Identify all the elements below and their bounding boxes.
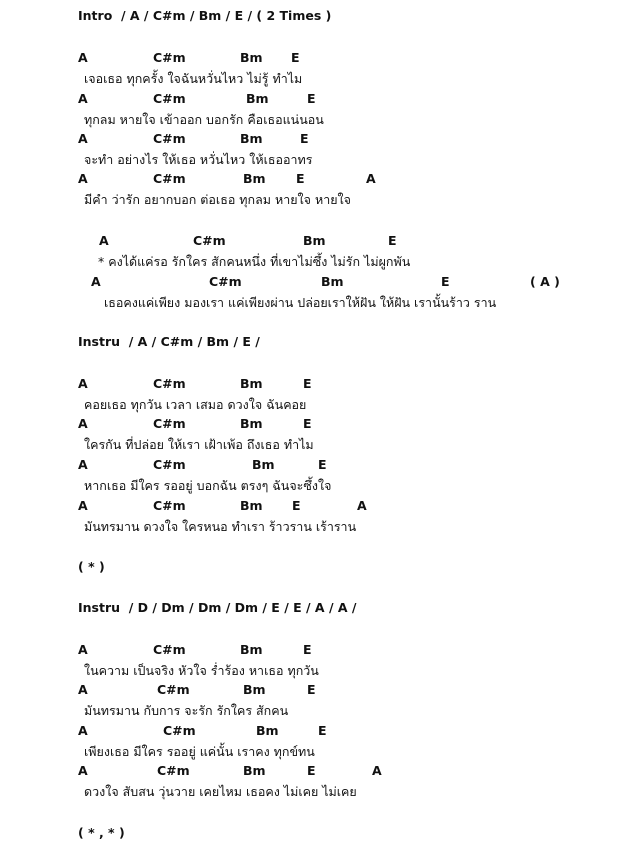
- chord: E: [303, 416, 312, 431]
- chord: A: [78, 131, 88, 146]
- chord: C#m: [153, 131, 186, 146]
- chord: C#m: [193, 233, 226, 248]
- chord: A: [78, 498, 88, 513]
- lyric-line: * คงได้แค่รอ รักใคร สักคนหนึ่ง ที่เขาไม่ซึ้ง ไม่รัก ไม่ผูกพัน: [98, 254, 411, 269]
- lyric-line: มันทรมาน ดวงใจ ใครหนอ ทำเรา ร้าวราน เร้าราน: [84, 519, 357, 534]
- chord: E: [318, 723, 327, 738]
- chord: Bm: [240, 498, 263, 513]
- intro-line: Intro / A / C#m / Bm / E / ( 2 Times ): [78, 8, 332, 23]
- lyric-line: หากเธอ มีใคร รออยู่ บอกฉัน ตรงๆ ฉันจะซึ้งใจ: [84, 478, 332, 493]
- chord: C#m: [153, 416, 186, 431]
- lyric-line: เพียงเธอ มีใคร รออยู่ แค่นั้น เราคง ทุกข์ทน: [84, 744, 315, 759]
- chord: E: [318, 457, 327, 472]
- chord: C#m: [157, 763, 190, 778]
- chord: A: [78, 376, 88, 391]
- chord: E: [441, 274, 450, 289]
- chord: E: [292, 498, 301, 513]
- lyric-line: ดวงใจ สับสน วุ่นวาย เคยไหม เธอคง ไม่เคย ไม่เคย: [84, 784, 357, 799]
- chord: E: [300, 131, 309, 146]
- repeat-marker-2: ( * , * ): [78, 825, 125, 840]
- chord: E: [307, 91, 316, 106]
- chord: C#m: [153, 457, 186, 472]
- chord: C#m: [153, 50, 186, 65]
- chord: Bm: [240, 416, 263, 431]
- lyric-line: ทุกลม หายใจ เข้าออก บอกรัก คือเธอแน่นอน: [84, 112, 324, 127]
- chord: ( A ): [530, 274, 560, 289]
- chord: E: [388, 233, 397, 248]
- chord: C#m: [153, 642, 186, 657]
- chord: A: [78, 457, 88, 472]
- chord: Bm: [246, 91, 269, 106]
- chord: Bm: [240, 131, 263, 146]
- chord: E: [296, 171, 305, 186]
- chord: C#m: [153, 498, 186, 513]
- chord: Bm: [256, 723, 279, 738]
- lyric-line: คอยเธอ ทุกวัน เวลา เสมอ ดวงใจ ฉันคอย: [84, 397, 307, 412]
- chord: A: [78, 723, 88, 738]
- chord: Bm: [240, 642, 263, 657]
- chord: A: [357, 498, 367, 513]
- chord: A: [99, 233, 109, 248]
- chord: Bm: [303, 233, 326, 248]
- chord: E: [303, 376, 312, 391]
- chord: Bm: [240, 50, 263, 65]
- chord: Bm: [321, 274, 344, 289]
- chord: A: [366, 171, 376, 186]
- chord: A: [78, 171, 88, 186]
- instru-line-2: Instru / D / Dm / Dm / Dm / E / E / A / A /: [78, 600, 357, 615]
- lyric-line: มันทรมาน กับการ จะรัก รักใคร สักคน: [84, 703, 289, 718]
- chord: C#m: [157, 682, 190, 697]
- chord: C#m: [209, 274, 242, 289]
- chord: A: [78, 50, 88, 65]
- chord: E: [303, 642, 312, 657]
- lyric-line: ใครกัน ที่ปล่อย ให้เรา เฝ้าเพ้อ ถึงเธอ ทำไม: [84, 437, 314, 452]
- chord: Bm: [243, 763, 266, 778]
- chord: Bm: [243, 682, 266, 697]
- repeat-marker-1: ( * ): [78, 559, 105, 574]
- chord: C#m: [153, 171, 186, 186]
- chord: A: [78, 642, 88, 657]
- chord: E: [291, 50, 300, 65]
- chord: A: [78, 91, 88, 106]
- chord: A: [78, 763, 88, 778]
- chord: C#m: [163, 723, 196, 738]
- chord: E: [307, 763, 316, 778]
- chord: C#m: [153, 376, 186, 391]
- lyric-line: เจอเธอ ทุกครั้ง ใจฉันหวั่นไหว ไม่รู้ ทำไม: [84, 71, 303, 86]
- chord: Bm: [240, 376, 263, 391]
- chord: C#m: [153, 91, 186, 106]
- chord: A: [78, 416, 88, 431]
- chord: Bm: [243, 171, 266, 186]
- instru-line-1: Instru / A / C#m / Bm / E /: [78, 334, 260, 349]
- chord: E: [307, 682, 316, 697]
- chord: A: [91, 274, 101, 289]
- lyric-line: เธอคงแค่เพียง มองเรา แค่เพียงผ่าน ปล่อยเราให้ฝัน ให้ฝัน เรานั้นร้าว ราน: [104, 295, 497, 310]
- lyric-line: ในความ เป็นจริง หัวใจ ร่ำร้อง หาเธอ ทุกวัน: [84, 663, 319, 678]
- lyric-line: จะทำ อย่างไร ให้เธอ หวั่นไหว ให้เธออาทร: [84, 152, 313, 167]
- chord: A: [78, 682, 88, 697]
- chord: Bm: [252, 457, 275, 472]
- lyric-line: มีคำ ว่ารัก อยากบอก ต่อเธอ ทุกลม หายใจ หายใจ: [84, 192, 351, 207]
- chord: A: [372, 763, 382, 778]
